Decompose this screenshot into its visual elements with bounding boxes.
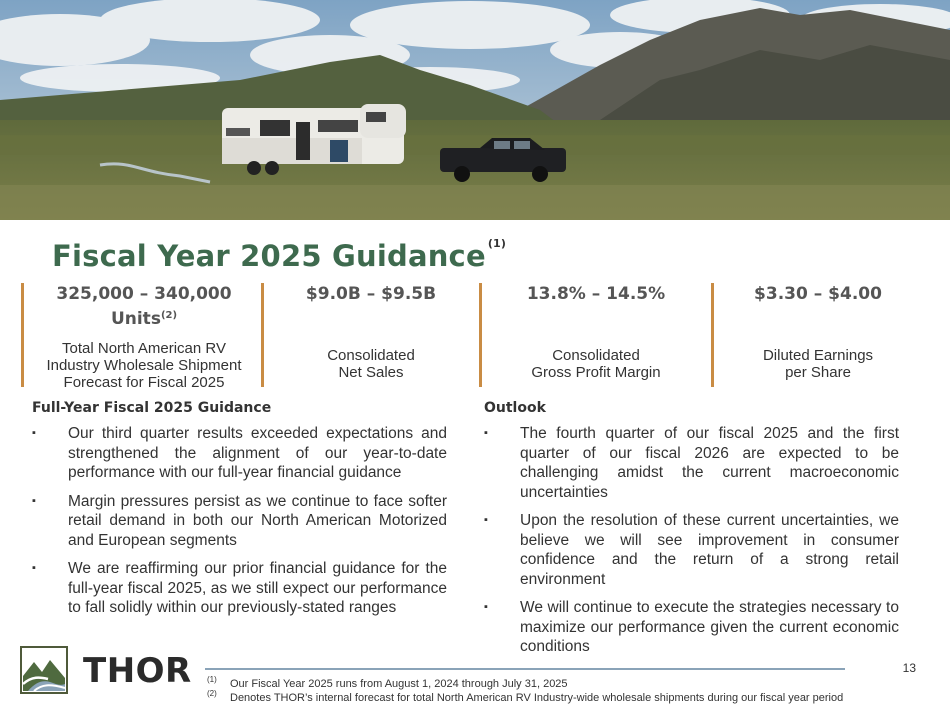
section-heading: Outlook xyxy=(484,400,546,416)
metric-description-line: Diluted Earnings xyxy=(762,347,874,364)
footnote xyxy=(207,689,844,704)
list-item-text: Upon the resolution of these current uncertainties, we believe we will see improvement in consumer confidence and the return of a strong retail environment xyxy=(520,512,899,588)
metric-description-line: Consolidated xyxy=(327,347,415,364)
bullet-list xyxy=(32,424,447,618)
metric-description xyxy=(484,347,708,381)
metric-unit-label xyxy=(28,305,260,330)
hero-photo xyxy=(0,0,950,220)
metric-net-sales xyxy=(266,283,476,387)
metric-divider xyxy=(479,283,482,387)
list-item xyxy=(32,492,447,551)
metric-description-line: per Share xyxy=(785,364,851,381)
bullet-icon: ▪ xyxy=(484,601,488,613)
metric-description-line: Forecast for Fiscal 2025 xyxy=(63,374,225,391)
metric-divider xyxy=(711,283,714,387)
metric-description xyxy=(718,347,918,381)
bullet-list xyxy=(484,424,899,657)
metric-description-line: Consolidated xyxy=(552,347,640,364)
bullet-icon: ▪ xyxy=(484,514,488,526)
page-title xyxy=(52,237,506,273)
metric-description xyxy=(28,340,260,391)
list-item xyxy=(484,424,899,502)
outlook-section xyxy=(484,400,899,666)
metric-description-line: Net Sales xyxy=(338,364,404,381)
metric-footnote-mark: (2) xyxy=(160,310,178,321)
metric-value: 325,000 – 340,000 xyxy=(56,284,232,304)
metric-units xyxy=(28,283,260,391)
footnote xyxy=(207,675,568,690)
list-item xyxy=(32,559,447,618)
list-item-text: We are reaffirming our prior financial guidance for the full-year fiscal 2025, as we still expect our performance to fall solidly within our previously-stated ranges xyxy=(68,560,447,616)
list-item xyxy=(484,598,899,657)
footnote-mark: (2) xyxy=(207,689,217,698)
footnote-text: Our Fiscal Year 2025 runs from August 1, 2024 through July 31, 2025 xyxy=(230,678,568,690)
bullet-icon: ▪ xyxy=(32,427,36,439)
list-item-text: Our third quarter results exceeded expectations and strengthened the alignment of our year-to-date performance with our full-year financial guidance xyxy=(68,425,447,481)
list-item-text: The fourth quarter of our fiscal 2025 and the first quarter of our fiscal 2026 are expected to be challenging amidst the current macroeconomic uncertainties xyxy=(520,425,899,501)
page-number: 13 xyxy=(902,661,916,675)
bullet-icon: ▪ xyxy=(484,427,488,439)
footnote-mark: (1) xyxy=(207,675,217,684)
list-item-text: Margin pressures persist as we continue to face softer retail demand in both our North American Motorized and European segments xyxy=(68,492,447,549)
metric-value: 13.8% – 14.5% xyxy=(526,284,666,304)
footer-divider xyxy=(205,668,845,670)
list-item xyxy=(484,511,899,589)
metric-description xyxy=(266,347,476,381)
metric-unit-text: Units xyxy=(110,309,161,329)
metric-value: $3.30 – $4.00 xyxy=(754,284,882,304)
title-footnote-mark: (1) xyxy=(487,237,507,250)
metric-eps xyxy=(718,283,918,387)
bullet-icon: ▪ xyxy=(32,494,36,507)
list-item xyxy=(32,424,447,483)
section-heading: Full-Year Fiscal 2025 Guidance xyxy=(32,400,272,416)
metric-description-line: Gross Profit Margin xyxy=(531,364,661,381)
metric-gross-margin xyxy=(484,283,708,387)
bullet-icon: ▪ xyxy=(32,562,36,574)
metric-value: $9.0B – $9.5B xyxy=(305,284,437,304)
guidance-section xyxy=(32,400,447,627)
footnote-text: Denotes THOR’s internal forecast for total North American RV Industry-wide wholesale shipments during our fiscal year period xyxy=(230,692,844,704)
rv-landscape-photo xyxy=(0,0,950,220)
metric-divider xyxy=(21,283,24,387)
title-text: Fiscal Year 2025 Guidance xyxy=(52,239,486,273)
metric-divider xyxy=(261,283,264,387)
metric-description-line: Total North American RV xyxy=(62,340,226,357)
logo-wordmark: THOR xyxy=(83,651,192,691)
list-item-text: We will continue to execute the strategies necessary to maximize our performance given the current economic conditions xyxy=(520,599,899,655)
metric-description-line: Industry Wholesale Shipment xyxy=(46,357,242,374)
